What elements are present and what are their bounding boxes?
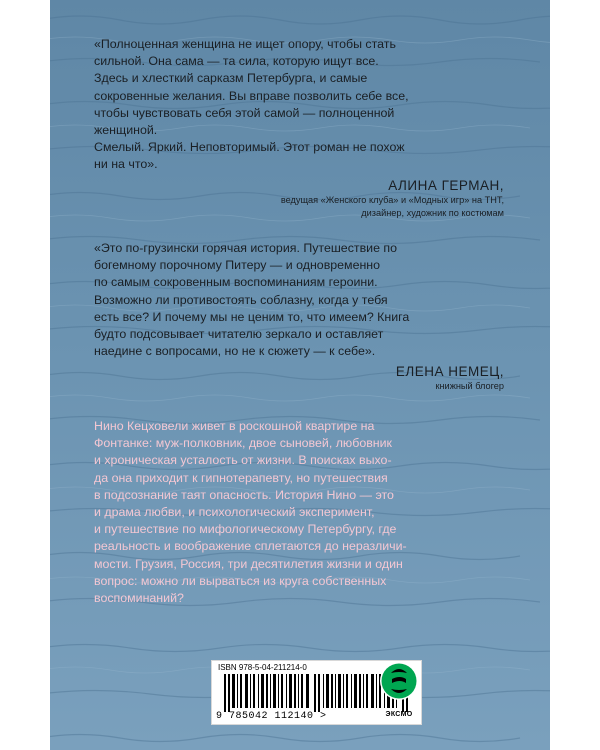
publisher-logo (379, 657, 419, 722)
author-name: АЛИНА ГЕРМАН, (388, 178, 504, 193)
book-back-cover (50, 0, 550, 750)
ean-number: 9 785042 112140 > (216, 711, 327, 722)
isbn-label: ISBN 978-5-04-211214-0 (218, 663, 307, 672)
eksmo-logo-icon (379, 657, 419, 705)
author-role: ведущая «Женского клуба» и «Модных игр» на ТНТ, дизайнер, художник по костюмам (280, 195, 504, 218)
quote-text: «Это по-грузински горячая история. Путешествие по богемному порочному Питеру — и одновременно по самым сокровенным воспоминаниям героини. Возможно ли противостоять соблазну, когда у тебя есть все? И почему мы не ценим то, что имеем? Книга будто подсовывает читателю зеркало и оставляет наедине с вопросами, но не к сюжету — к себе». (94, 241, 410, 359)
author-name: ЕЛЕНА НЕМЕЦ, (395, 364, 504, 379)
publisher-name: ЭКСМО (385, 711, 413, 718)
book-annotation: Нино Кецховели живет в роскошной квартире на Фонтанке: муж-полковник, двое сыновей, любовник и хроническая усталость от жизни. В поисках выхо- да она приходит к гипнотерапевту, но путешествия в подсознание таят опасность. История Нино — это и драма любви, и психологический эксперимент, и путешествие по мифологическому Петербургу, где реальность и воображение сплетаются до неразличи- мости. Грузия, Россия, три десятилетия жизни и один вопрос: можно ли вырваться из круга собственных воспоминаний? (94, 419, 407, 606)
quote-attribution (396, 364, 504, 393)
author-role: книжный блогер (435, 381, 504, 391)
quote-text: «Полноценная женщина не ищет опору, чтобы стать сильной. Она сама — та сила, которую ищут все. Здесь и хлесткий сарказм Петербурга, и самые сокровенные желания. Вы вправе позволить себе все, чтобы чувствовать себя этой самой — полноценной женщиной. Смелый. Яркий. Неповторимый. Этот роман не похож ни на что». (94, 37, 409, 172)
quote-block (94, 36, 504, 174)
quote-block (94, 240, 504, 360)
quote-attribution (281, 178, 504, 219)
